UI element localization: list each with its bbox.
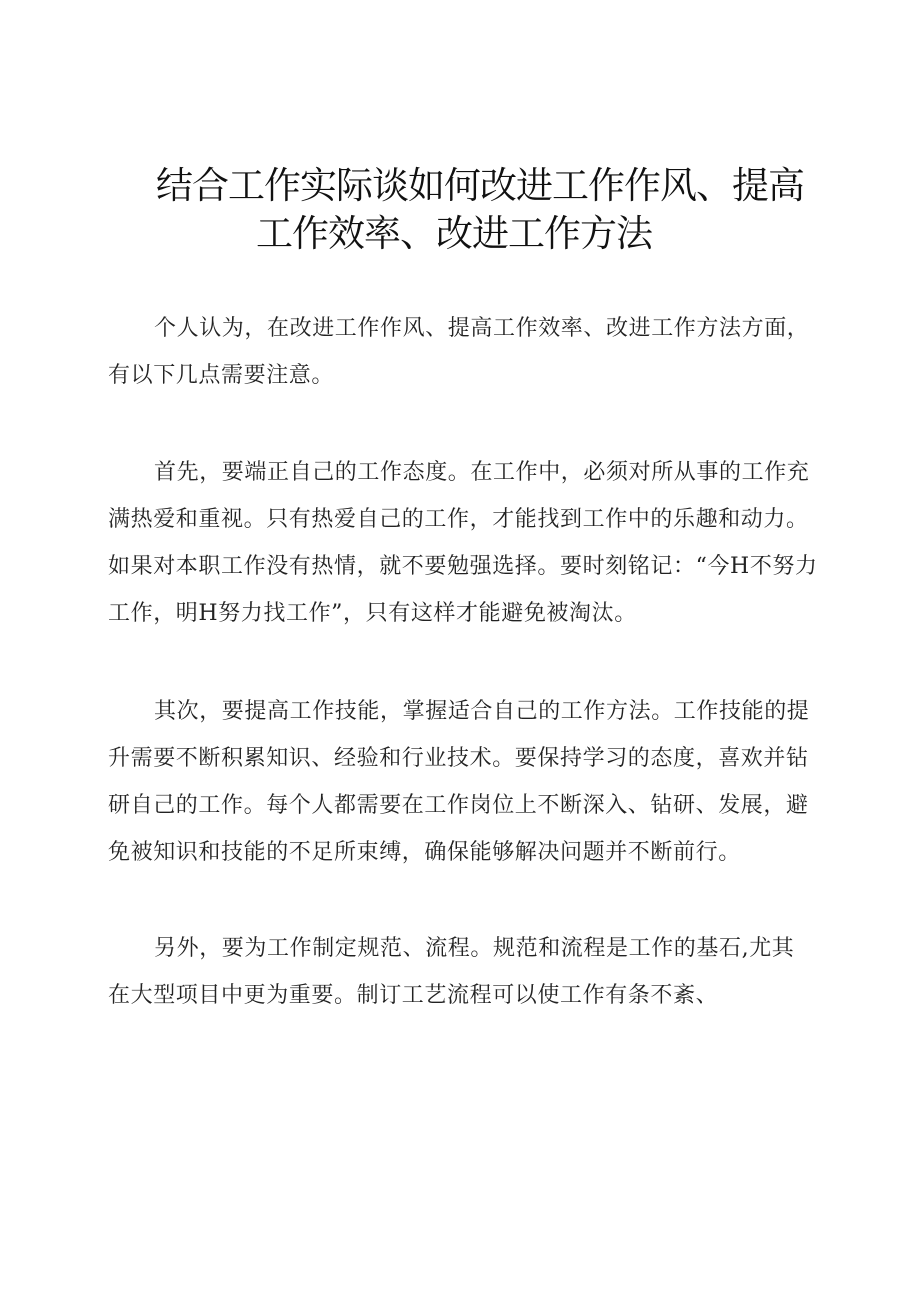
paragraph-line: 在大型项目中更为重要。制订工艺流程可以使工作有条不紊、 (108, 983, 719, 1008)
paragraph-line: 有以下几点需要注意。 (108, 363, 335, 388)
title-line-2: 工作效率、改进工作方法 (256, 212, 652, 255)
paragraph-line: 首先，要端正自己的工作态度。在工作中，必须对所从事的工作充 (154, 460, 810, 485)
paragraph-line: 工作，明H努力找工作”，只有这样才能避免被淘汰。 (108, 601, 637, 626)
paragraph-line: 升需要不断积累知识、经验和行业技术。要保持学习的态度，喜欢并钻 (108, 746, 809, 771)
paragraph-line: 个人认为，在改进工作作风、提高工作效率、改进工作方法方面， (154, 316, 810, 341)
paragraph-line: 研自己的工作。每个人都需要在工作岗位上不断深入、钻研、发展，避 (108, 793, 809, 818)
paragraph-line: 满热爱和重视。只有热爱自己的工作，才能找到工作中的乐趣和动力。 (108, 507, 809, 532)
paragraph-intro (108, 305, 826, 399)
paragraph-line: 如果对本职工作没有热情，就不要勉强选择。要时刻铭记：“今H不努力 (108, 554, 818, 579)
paragraph-second-point (108, 688, 826, 876)
title-line-1: 结合工作实际谈如何改进工作作风、提高 (156, 164, 804, 207)
paragraph-line: 免被知识和技能的不足所束缚，确保能够解决问题并不断前行。 (108, 840, 741, 865)
document-title (120, 162, 820, 258)
paragraph-first-point (108, 449, 826, 637)
paragraph-line: 其次，要提高工作技能，掌握适合自己的工作方法。工作技能的提 (154, 699, 810, 724)
paragraph-third-point (108, 925, 826, 1019)
paragraph-line: 另外，要为工作制定规范、流程。规范和流程是工作的基石,尤其 (154, 936, 795, 961)
